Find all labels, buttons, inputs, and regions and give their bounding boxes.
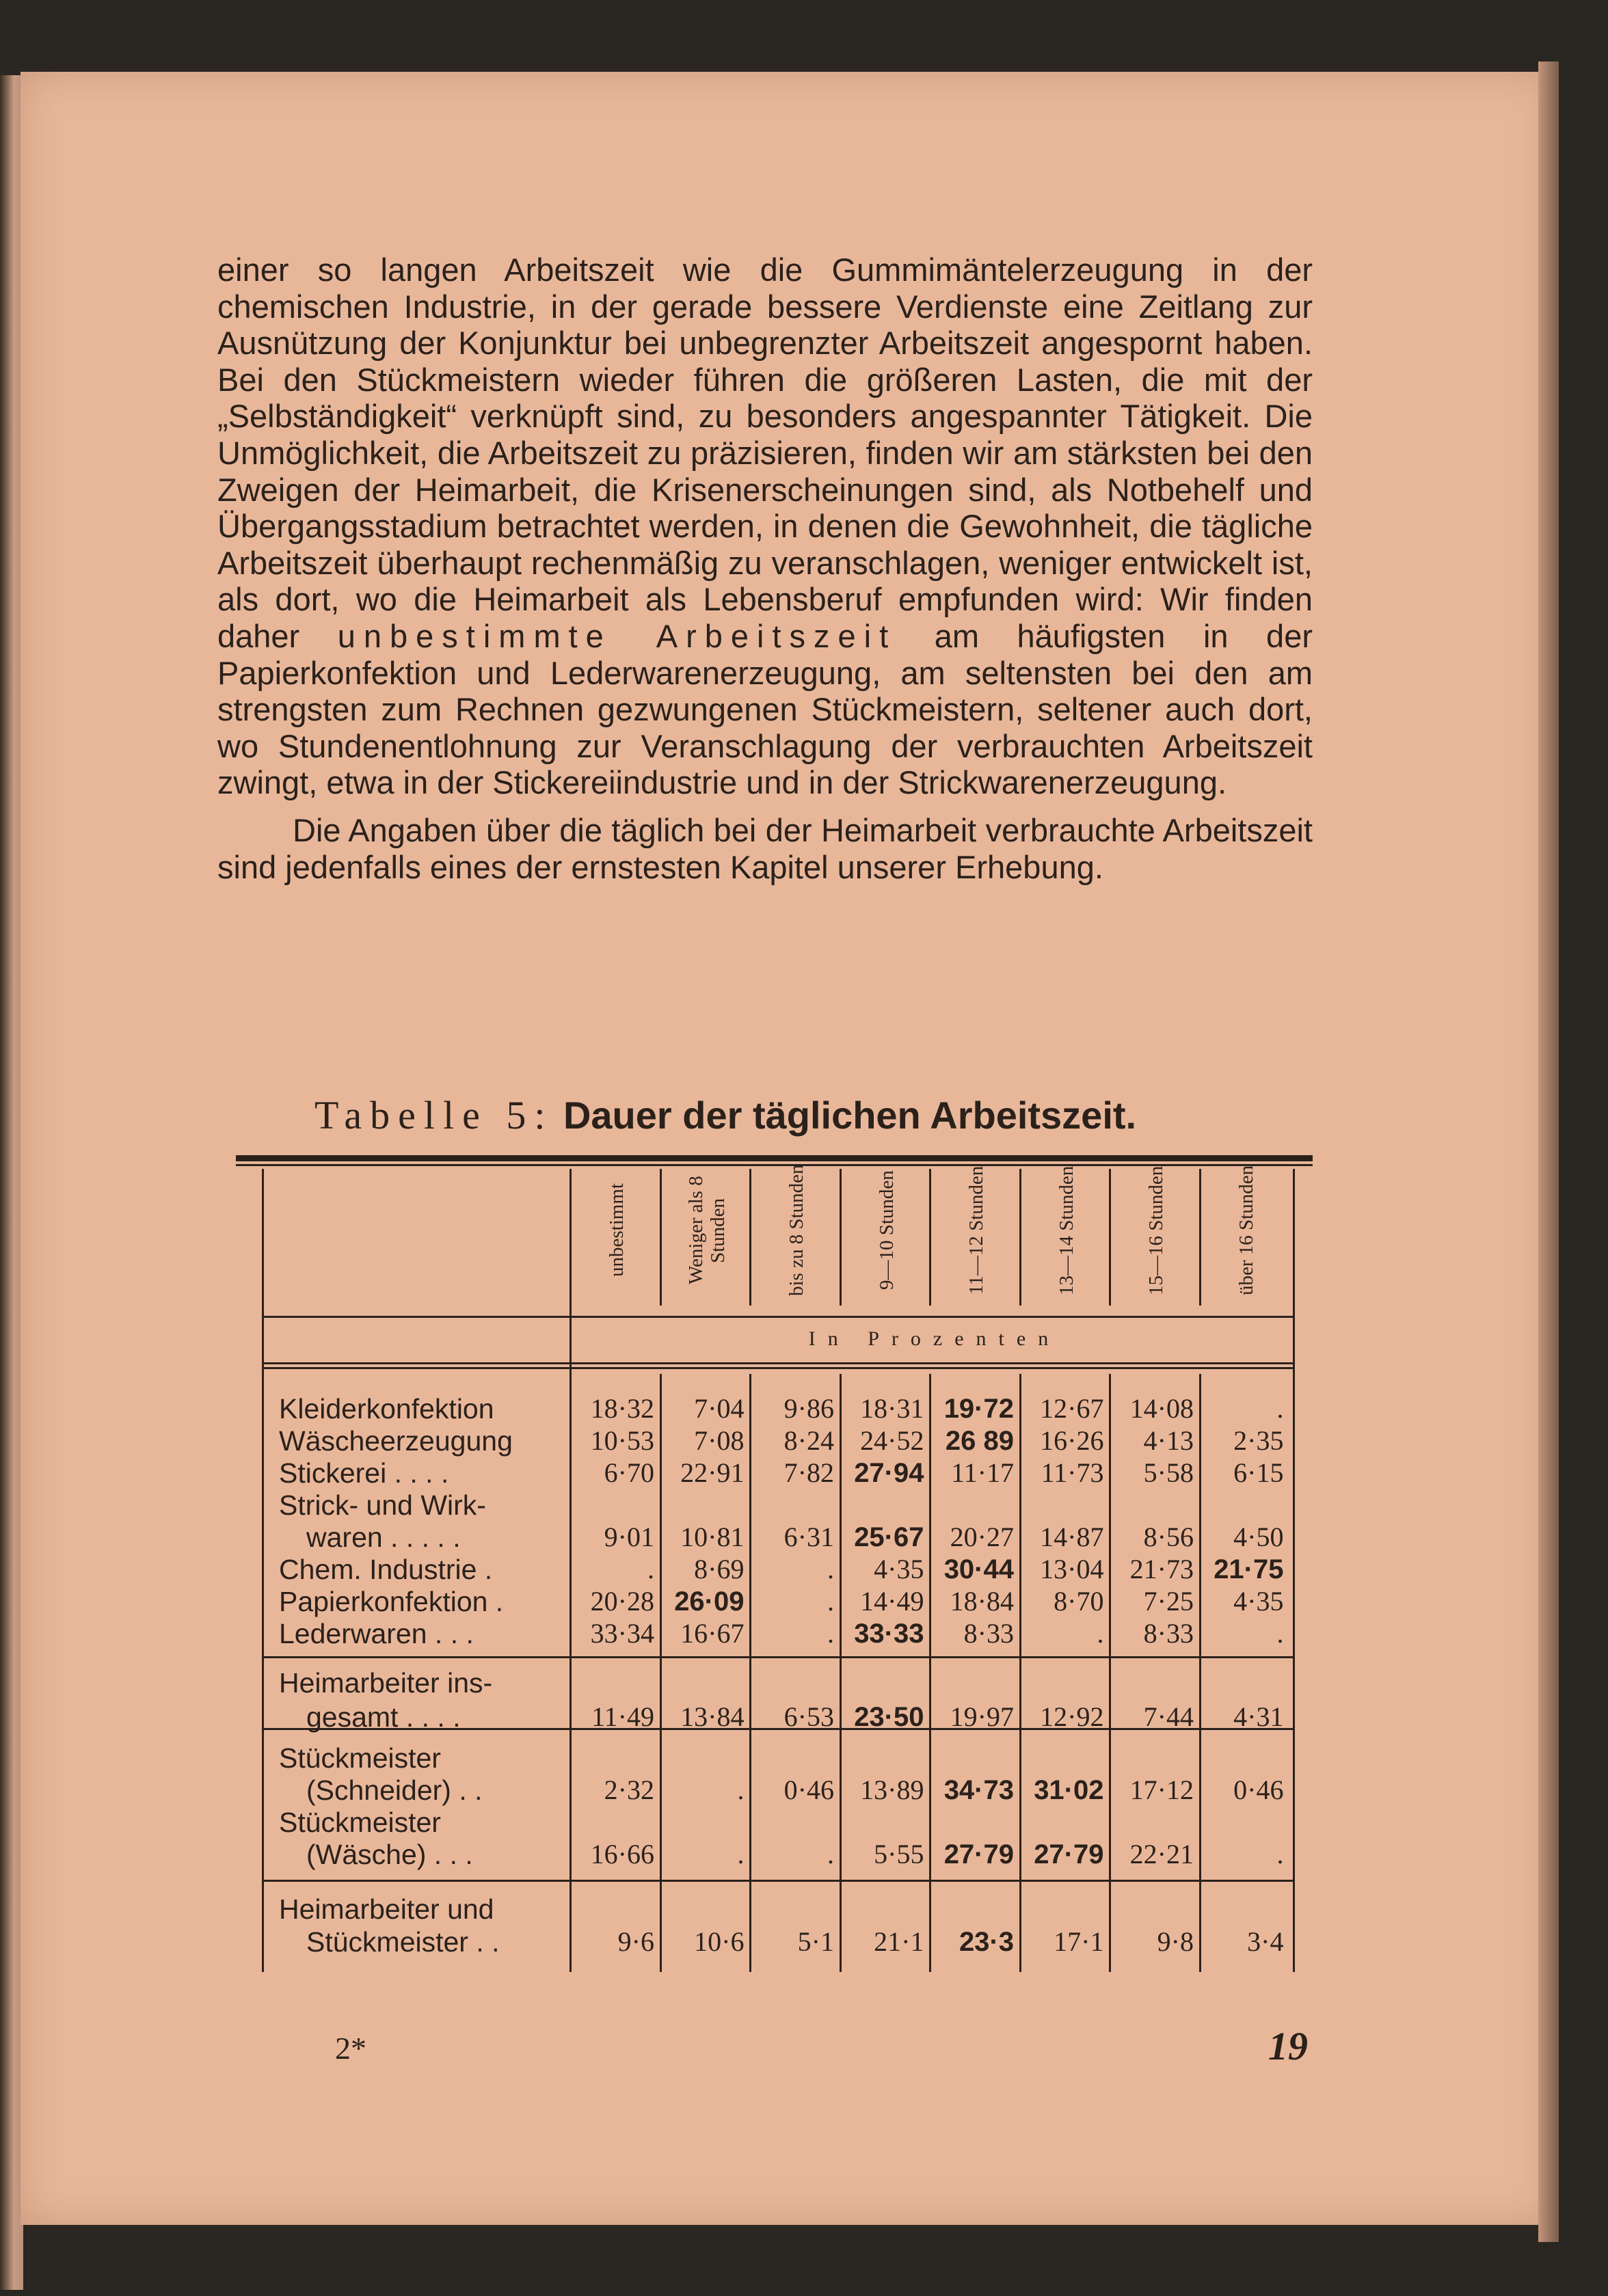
table-cell: 24·52 <box>860 1425 924 1456</box>
row-label-continued: waren . . . . . <box>306 1522 461 1553</box>
column-header: unbestimmt <box>606 1183 628 1278</box>
table-cell: 6·53 <box>783 1701 834 1732</box>
table-cell: 30·44 <box>943 1554 1014 1584</box>
table-cell: . <box>827 1839 834 1869</box>
column-header: 13—14 Stunden <box>1055 1165 1077 1295</box>
table-cell: . <box>827 1618 834 1649</box>
data-table <box>262 1164 1294 1975</box>
table-cell: 4·50 <box>1233 1522 1284 1552</box>
table-cell: 7·04 <box>694 1393 745 1424</box>
table-cell: 5·1 <box>797 1926 834 1957</box>
table-cell: 18·84 <box>950 1586 1014 1617</box>
table-cell: 9·8 <box>1157 1926 1194 1957</box>
table-left-border <box>262 1169 264 1972</box>
units-row-top <box>262 1316 1294 1318</box>
table-cell: 4·35 <box>874 1554 924 1584</box>
table-cell: 22·91 <box>680 1457 745 1488</box>
table-cell: . <box>827 1554 834 1584</box>
table-cell: 2·32 <box>604 1774 654 1805</box>
table-cell: 23·3 <box>959 1927 1014 1957</box>
table-cell: 16·66 <box>590 1839 654 1869</box>
table-cell: 14·49 <box>860 1586 924 1617</box>
table-cell: 7·08 <box>694 1425 745 1456</box>
table-cell: 6·15 <box>1233 1457 1284 1488</box>
page-number: 19 <box>1268 2024 1308 2068</box>
table-cell: 5·58 <box>1143 1457 1194 1488</box>
table-cell: 6·70 <box>604 1457 654 1488</box>
row-label: Papierkonfektion . <box>279 1586 504 1617</box>
page-edge-right <box>1538 62 1559 2242</box>
table-cell: 9·01 <box>604 1522 654 1552</box>
table-cell: 14·08 <box>1129 1393 1194 1424</box>
table-cell: 11·17 <box>951 1457 1014 1488</box>
table-cell: 13·84 <box>680 1701 745 1732</box>
row-label: Heimarbeiter ins- <box>279 1667 493 1699</box>
left-page-edge <box>0 75 23 2290</box>
paragraph-1-continuation: am häufigsten in der Papierkonfektion und Lederwarenerzeugung, am seltensten bei den am strengsten zum Rechnen gezwungenen Stückmeistern, seltener auch dort, wo Stundenentlohnung zur Veranschlagung der verbrauchten Arbeitszeit zwingt, etwa in der Stickereiindustrie und in der Strickwarenerzeugung. <box>217 617 1313 801</box>
row-label-continued: (Wäsche) . . . <box>306 1839 473 1870</box>
table-cell: 10·81 <box>680 1522 745 1552</box>
row-label: Stickerei . . . . <box>279 1457 449 1489</box>
table-cell: . <box>737 1774 745 1805</box>
table-cell: 25·67 <box>854 1522 924 1552</box>
table-caption <box>314 1092 1272 1138</box>
table-cell: 3·4 <box>1247 1926 1284 1957</box>
emphasized-term: unbestimmte Arbeitszeit <box>337 617 897 654</box>
table-right-border <box>1293 1169 1295 1972</box>
table-cell: 8·24 <box>783 1425 834 1456</box>
table-cell: 8·69 <box>694 1554 745 1584</box>
table-cell: 33·34 <box>590 1618 654 1649</box>
table-cell: 8·56 <box>1143 1522 1194 1552</box>
table-cell: 23·50 <box>854 1702 924 1732</box>
table-cell: 34·73 <box>943 1775 1014 1805</box>
table-cell: 33·33 <box>854 1619 924 1649</box>
row-label-continued: gesamt . . . . <box>306 1701 461 1733</box>
table-cell: 14·87 <box>1040 1522 1104 1552</box>
table-cell: 0·46 <box>1233 1774 1284 1805</box>
row-label: Strick- und Wirk- <box>279 1489 486 1521</box>
table-cell: 27·79 <box>1034 1839 1104 1869</box>
column-header: 11—12 Stunden <box>965 1165 987 1295</box>
column-header: 15—16 Stunden <box>1145 1165 1167 1295</box>
table-cell: 4·31 <box>1233 1701 1284 1732</box>
table-cell: 17·12 <box>1129 1774 1194 1805</box>
table-cell: 26 89 <box>945 1426 1014 1456</box>
paragraph-1-text: einer so langen Arbeitszeit wie die Gummimäntelerzeugung in der chemischen Industrie, in der gerade bessere Verdienste eine Zeitlang zur Ausnützung der Konjunktur bei unbegrenzter Arbeitszeit angespornt haben. Bei den Stückmeistern wieder führen die größeren Lasten, die mit der „Selbständigkeit“ verknüpft sind, zu besonders angespannter Tätigkeit. Die Unmöglichkeit, die Arbeitszeit zu präzisieren, finden wir am stärksten bei den Zweigen der Heimarbeit, die Krisenerscheinungen sind, als Notbehelf und Übergangsstadium betrachtet werden, in denen die Gewohnheit, die tägliche Arbeitszeit überhaupt rechenmäßig zu veranschlagen, weniger entwickelt ist, als dort, wo die Heimarbeit als Lebensberuf empfunden wird: Wir finden daher <box>217 252 1313 654</box>
signature-mark: 2* <box>335 2031 366 2066</box>
row-label: Kleiderkonfektion <box>279 1393 494 1424</box>
table-cell: 19·72 <box>943 1394 1014 1424</box>
table-cell: 2·35 <box>1233 1425 1284 1456</box>
table-cell: 20·27 <box>950 1522 1014 1552</box>
table-cell: 12·92 <box>1040 1701 1104 1732</box>
table-cell: 7·82 <box>783 1457 834 1488</box>
column-header: Weniger als 8 Stunden <box>684 1176 729 1285</box>
table-caption-label: Tabelle 5: <box>314 1093 554 1137</box>
row-label: Stückmeister <box>279 1742 441 1774</box>
table-cell: 16·26 <box>1040 1425 1104 1456</box>
row-label-continued: Stückmeister . . <box>306 1926 500 1958</box>
table-cell: 8·33 <box>963 1618 1014 1649</box>
subtotal-rule <box>262 1656 1294 1658</box>
table-cell: 17·1 <box>1054 1926 1104 1957</box>
header-bottom-rule <box>262 1362 1294 1364</box>
table-cell: 11·49 <box>591 1701 654 1732</box>
subtotal-rule-3 <box>262 1880 1294 1882</box>
table-cell: 9·86 <box>783 1393 834 1424</box>
row-label: Chem. Industrie . <box>279 1554 493 1585</box>
table-cell: 4·13 <box>1143 1425 1194 1456</box>
body-text <box>217 252 1313 885</box>
table-cell: 13·89 <box>860 1774 924 1805</box>
table-cell: 5·55 <box>874 1839 924 1869</box>
row-label: Wäschеerzeugung <box>279 1425 513 1457</box>
table-cell: 10·6 <box>694 1926 745 1957</box>
table-cell: 7·25 <box>1143 1586 1194 1617</box>
column-header: bis zu 8 Stunden <box>786 1164 807 1297</box>
row-label: Heimarbeiter und <box>279 1893 494 1925</box>
paragraph-1 <box>217 252 1313 801</box>
table-cell: 31·02 <box>1034 1775 1104 1805</box>
units-label: In Prozenten <box>808 1327 1061 1350</box>
column-header: 9—10 Stunden <box>875 1170 898 1291</box>
table-cell: 13·04 <box>1040 1554 1104 1584</box>
table-cell: . <box>647 1554 654 1584</box>
row-label: Lederwaren . . . <box>279 1618 474 1649</box>
table-cell: 21·75 <box>1214 1554 1284 1584</box>
table-cell: . <box>1276 1393 1284 1424</box>
table-cell: 26·09 <box>674 1586 745 1617</box>
table-cell: 27·79 <box>943 1839 1014 1869</box>
header-bottom-rule-thin <box>262 1367 1294 1369</box>
table-cell: 18·31 <box>860 1393 924 1424</box>
table-cell: . <box>1276 1839 1284 1869</box>
table-cell: . <box>1276 1618 1284 1649</box>
table-cell: 21·73 <box>1129 1554 1194 1584</box>
table-cell: 16·67 <box>680 1618 745 1649</box>
table-caption-title: Dauer der täglichen Arbeitszeit. <box>563 1094 1137 1137</box>
table-cell: . <box>737 1839 745 1869</box>
table-cell: 6·31 <box>783 1522 834 1552</box>
table-cell: 18·32 <box>590 1393 654 1424</box>
table-cell: 8·70 <box>1054 1586 1104 1617</box>
paragraph-2: Die Angaben über die täglich bei der Heimarbeit verbrauchte Arbeitszeit sind jedenfalls eines der ernstesten Kapitel unserer Erhebung. <box>217 811 1313 885</box>
table-cell: . <box>1097 1618 1104 1649</box>
table-cell: 11·73 <box>1041 1457 1104 1488</box>
row-label-continued: (Schneider) . . <box>306 1774 483 1806</box>
table-cell: 9·6 <box>617 1926 654 1957</box>
table-cell: 4·35 <box>1233 1586 1284 1617</box>
table-cell: 21·1 <box>874 1926 924 1957</box>
table-cell: . <box>827 1586 834 1617</box>
table-cell: 0·46 <box>783 1774 834 1805</box>
table-cell: 12·67 <box>1040 1393 1104 1424</box>
table-cell: 8·33 <box>1143 1618 1194 1649</box>
row-label: Stückmeister <box>279 1807 441 1838</box>
table-cell: 27·94 <box>854 1458 924 1488</box>
table-cell: 10·53 <box>590 1425 654 1456</box>
table-cell: 20·28 <box>590 1586 654 1617</box>
table-cell: 22·21 <box>1129 1839 1194 1869</box>
table-cell: 7·44 <box>1143 1701 1194 1732</box>
table-cell: 19·97 <box>950 1701 1014 1732</box>
column-header: über 16 Stunden <box>1235 1165 1257 1296</box>
